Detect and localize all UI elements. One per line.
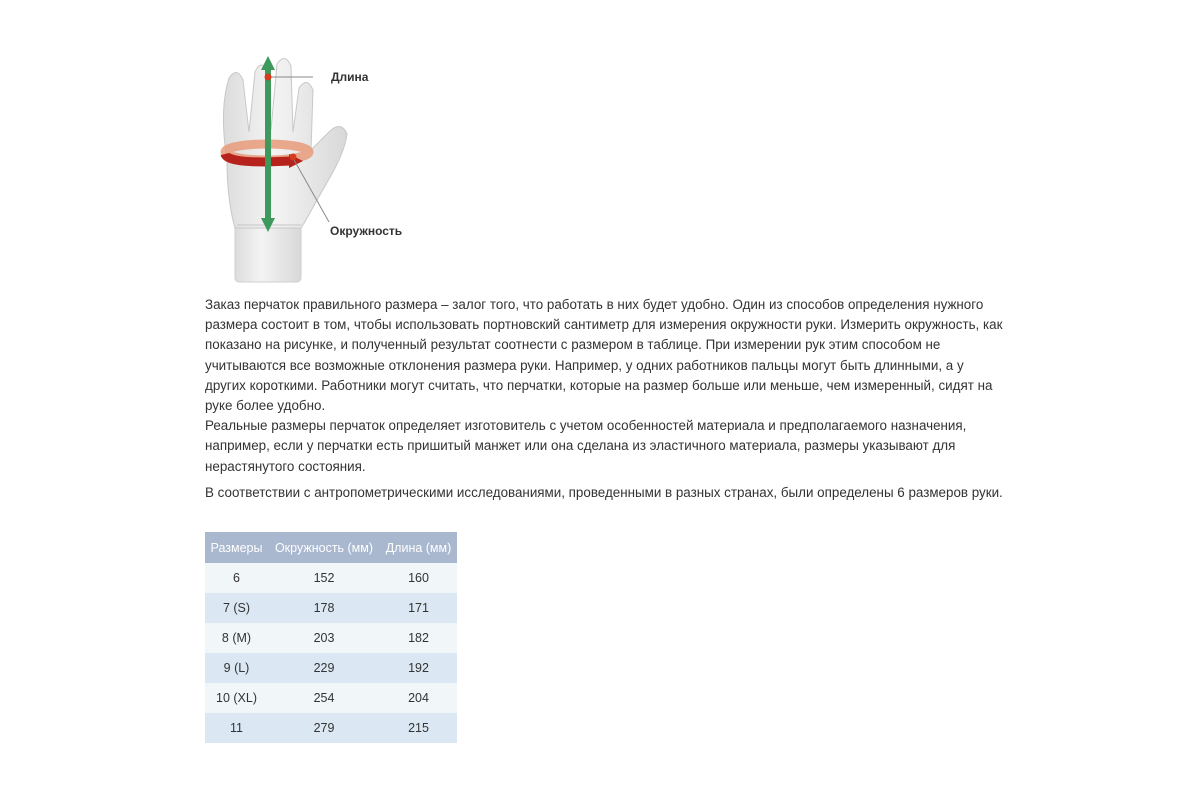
glove-illustration [205, 50, 425, 290]
circumference-label: Окружность [330, 224, 403, 238]
table-row [205, 563, 457, 593]
glove-size-figure [205, 50, 425, 290]
header-length: Длина (мм) [380, 532, 457, 563]
cell-length: 171 [380, 593, 457, 623]
cell-size: 11 [205, 713, 268, 743]
table-header-row [205, 532, 457, 563]
glove-shape [223, 58, 347, 282]
cell-length: 160 [380, 563, 457, 593]
cell-size: 6 [205, 563, 268, 593]
description-text [205, 295, 1005, 503]
cell-length: 215 [380, 713, 457, 743]
table-row [205, 683, 457, 713]
cell-circumference: 203 [268, 623, 380, 653]
cell-circumference: 254 [268, 683, 380, 713]
table-row [205, 623, 457, 653]
cell-size: 8 (M) [205, 623, 268, 653]
cell-circumference: 229 [268, 653, 380, 683]
table-row [205, 593, 457, 623]
cell-circumference: 279 [268, 713, 380, 743]
header-circumference: Окружность (мм) [268, 532, 380, 563]
cell-length: 204 [380, 683, 457, 713]
header-size: Размеры [205, 532, 268, 563]
table-row [205, 653, 457, 683]
length-label: Длина [331, 70, 369, 84]
size-table [205, 532, 457, 743]
cell-circumference: 178 [268, 593, 380, 623]
cell-size: 7 (S) [205, 593, 268, 623]
cell-length: 192 [380, 653, 457, 683]
table-row [205, 713, 457, 743]
paragraph-intro: Заказ перчаток правильного размера – залог того, что работать в них будет удобно. Один из способов определения нужного размера состоит в том, чтобы использовать портновский сантиметр для измерения окружности руки. Измерить окружность, как показано на рисунке, и полученный результат соотнести с размером в таблице. При измерении рук этим способом не учитываются все возможные отклонения размера руки. Например, у одних работников пальцы могут быть длинными, а у других короткими. Работники могут считать, что перчатки, которые на размер больше или меньше, чем измеренный, сидят на руке более удобно. [205, 297, 1003, 414]
paragraph-manufacturer: Реальные размеры перчаток определяет изготовитель с учетом особенностей материала и предполагаемого назначения, например, если у перчатки есть пришитый манжет или она сделана из эластичного материала, размеры указывают для нерастянутого состояния. [205, 418, 967, 474]
cell-size: 10 (XL) [205, 683, 268, 713]
paragraph-sizes: В соответствии с антропометрическими исследованиями, проведенными в разных странах, были определены 6 размеров руки. [205, 484, 1003, 500]
cell-size: 9 (L) [205, 653, 268, 683]
cell-length: 182 [380, 623, 457, 653]
cell-circumference: 152 [268, 563, 380, 593]
